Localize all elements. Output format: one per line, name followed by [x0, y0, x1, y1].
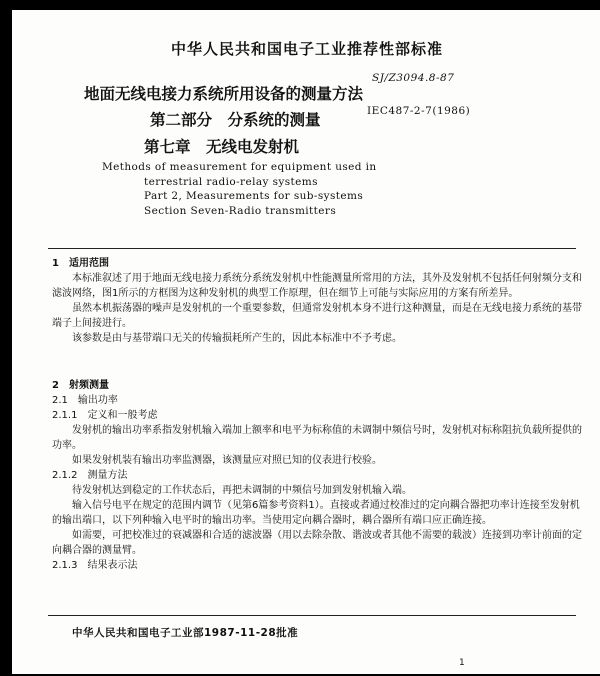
english-title-line: Section Seven-Radio transmitters [144, 204, 337, 217]
divider-bottom [48, 615, 576, 616]
iec-number: IEC487-2-7(1986) [367, 105, 471, 117]
paragraph: 如需要，可把校准过的衰减器和合适的滤波器（用以去除杂散、谐波或者其他不需要的载波）连接到功率计前面的定向耦合器的测量臂。 [52, 530, 582, 556]
section-heading: 2 射频测量 [52, 380, 109, 391]
english-title-line: terrestrial radio-relay systems [144, 175, 318, 188]
paragraph: 虽然本机振荡器的噪声是发射机的一个重要参数，但通常发射机本身不进行这种测量，而是在无线电接力系统的基带端子上间接进行。 [52, 303, 582, 329]
page-number: 1 [459, 658, 465, 668]
subsection-heading: 2.1 输出功率 [52, 395, 118, 406]
chapter-title: 第七章 无线电发射机 [144, 138, 300, 156]
paragraph: 待发射机达到稳定的工作状态后，再把未调制的中频信号加到发射机输入端。 [72, 485, 412, 496]
section-1 [52, 256, 582, 346]
divider-top [48, 248, 576, 249]
standard-number: SJ/Z3094.8-87 [372, 72, 455, 84]
standard-type-header: 中华人民共和国电子工业推荐性部标准 [170, 40, 443, 58]
main-title: 地面无线电接力系统所用设备的测量方法 [84, 85, 364, 103]
paragraph: 如果发射机装有输出功率监测器，该测量应对照已知的仪表进行校验。 [72, 455, 382, 466]
paragraph: 输入信号电平在规定的范围内调节（见第6篇参考资料1）。直接或者通过校准过的定向耦合器把功率计连接至发射机的输出端口，以下列种输入电平时的输出功率。当使用定向耦合器时，耦合器所有端口应正确连接。 [52, 500, 580, 526]
paragraph: 发射机的输出功率系指发射机输入端加上额率和电平为标称值的未调制中频信号时，发射机对标称阻抗负载所提供的功率。 [52, 425, 582, 451]
english-title-line: Part 2, Measurements for sub-systems [144, 190, 364, 202]
subsection-heading: 2.1.1 定义和一般考虑 [52, 410, 158, 421]
subsection-heading: 2.1.3 结果表示法 [52, 560, 138, 571]
paragraph: 该参数是由与基带端口无关的传输损耗所产生的，因此本标准中不予考虑。 [72, 333, 402, 344]
english-title-block [102, 160, 377, 218]
paragraph: 本标准叙述了用于地面无线电接力系统分系统发射机中性能测量所常用的方法，其外及发射机不包括任何射频分支和滤波网络，图1所示的方框图为这种发射机的典型工作原理，但在细节上可能与实际应用的方案有所差异。 [52, 273, 582, 299]
document-page [12, 10, 600, 674]
part-title: 第二部分 分系统的测量 [150, 111, 321, 129]
section-heading: 1 适用范围 [52, 258, 109, 269]
section-2 [52, 378, 582, 573]
subsection-heading: 2.1.2 测量方法 [52, 470, 128, 481]
english-title-line: Methods of measurement for equipment used in [102, 161, 377, 173]
approval-footer: 中华人民共和国电子工业部1987-11-28批准 [72, 627, 299, 639]
